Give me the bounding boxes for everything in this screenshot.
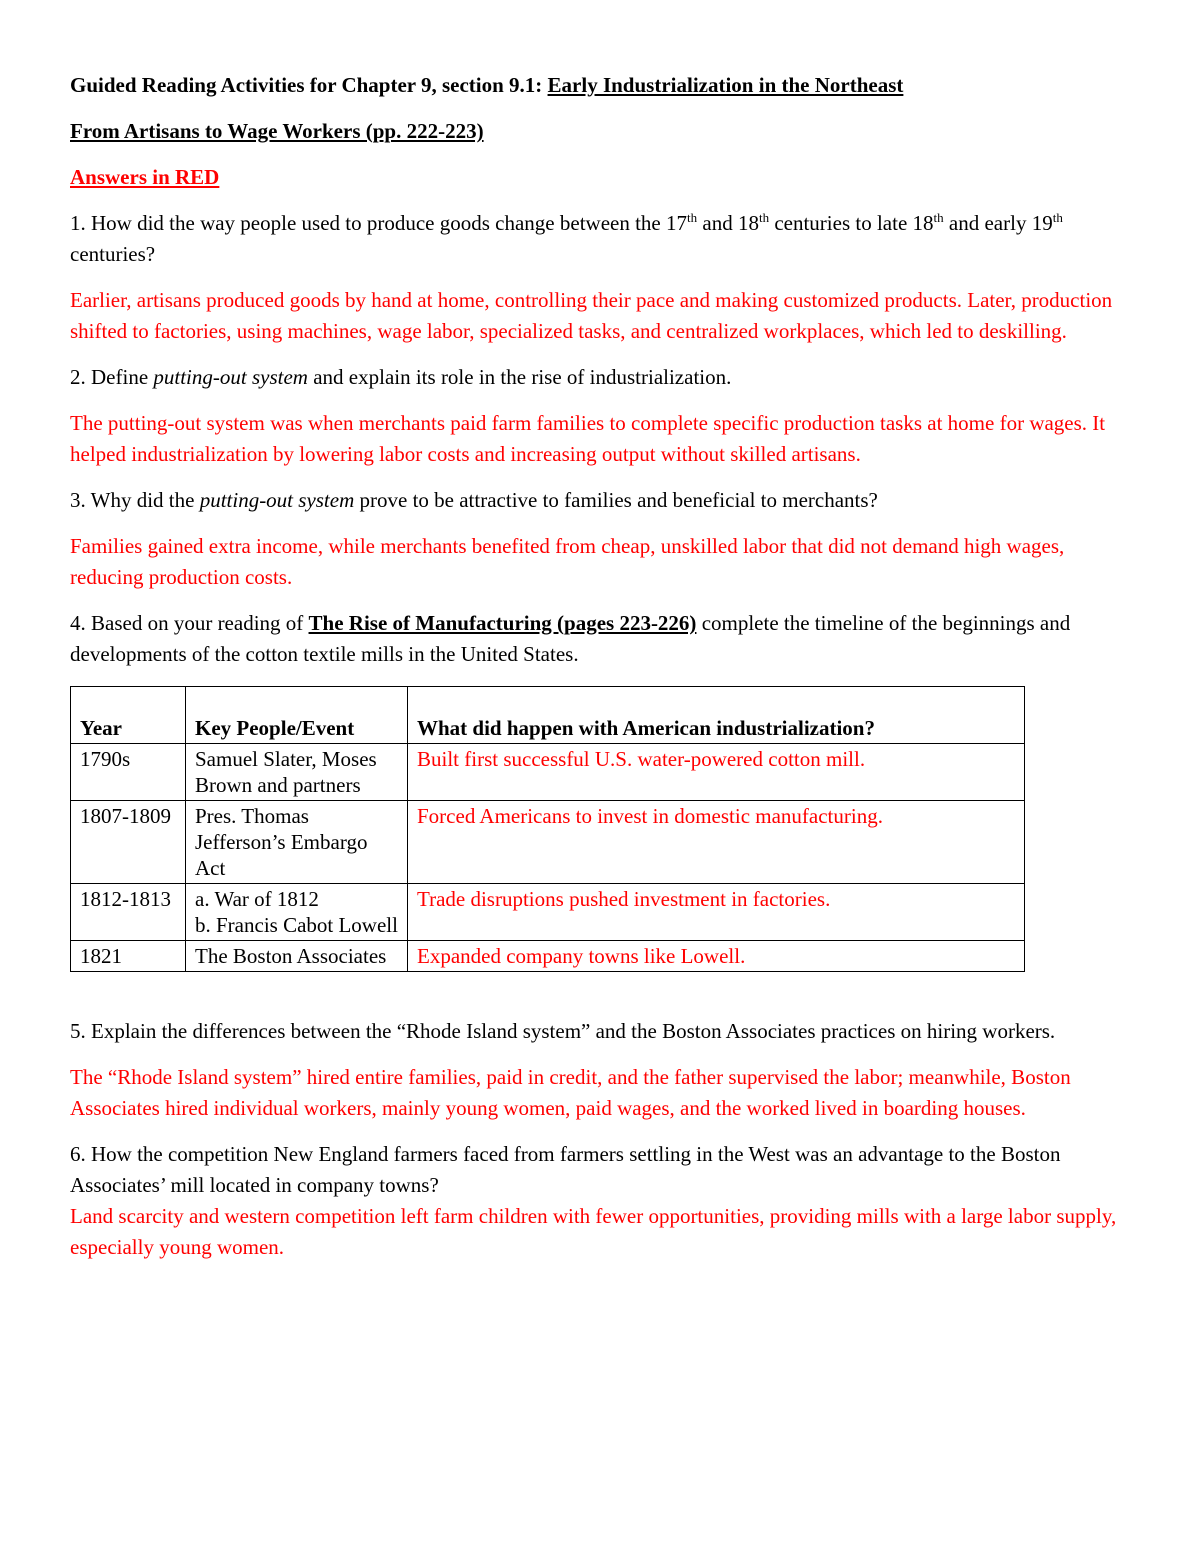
year-cell: 1807-1809 (71, 801, 186, 884)
answer-2: The putting-out system was when merchants paid farm families to complete specific production tasks at home for wages. It helped industrialization by lowering labor costs and increasing output without skilled artisans. (70, 411, 1106, 466)
timeline-table (70, 686, 1025, 972)
year-cell: 1812-1813 (71, 884, 186, 941)
answer-1: Earlier, artisans produced goods by hand at home, controlling their pace and making customized products. Later, production shifted to factories, using machines, wage labor, specialized tasks, and centralized workplaces, which led to deskilling. (70, 288, 1113, 343)
answer-5: The “Rhode Island system” hired entire families, paid in credit, and the father supervised the labor; meanwhile, Boston Associates hired individual workers, mainly young women, paid wages, and the worked lived in boarding houses. (70, 1065, 1071, 1120)
people-cell: The Boston Associates (186, 941, 408, 972)
answer-3: Families gained extra income, while merchants benefited from cheap, unskilled labor that did not demand high wages, reducing production costs. (70, 534, 1065, 589)
people-cell: Pres. Thomas Jefferson’s Embargo Act (186, 801, 408, 884)
answer-6: Land scarcity and western competition left farm children with fewer opportunities, providing mills with a large labor supply, especially young women. (70, 1204, 1117, 1259)
question-5: 5. Explain the differences between the “Rhode Island system” and the Boston Associates practices on hiring workers. (70, 1019, 1056, 1043)
section-name: Early Industrialization in the Northeast (547, 73, 904, 97)
people-cell: a. War of 1812 b. Francis Cabot Lowell (186, 884, 408, 941)
answers-note: Answers in RED (70, 165, 220, 189)
people-cell: Samuel Slater, Moses Brown and partners (186, 744, 408, 801)
question-6: 6. How the competition New England farmers faced from farmers settling in the West was an advantage to the Boston Associates’ mill located in company towns? (70, 1142, 1061, 1197)
year-cell: 1790s (71, 744, 186, 801)
header-what-happened: What did happen with American industrialization? (408, 687, 1025, 744)
worksheet-title: Guided Reading Activities for Chapter 9, section 9.1: Early Industrialization in the Northeast (70, 73, 904, 97)
question-2: 2. Define putting-out system and explain its role in the rise of industrialization. (70, 365, 732, 389)
header-key-people: Key People/Event (186, 687, 408, 744)
answer-cell: Expanded company towns like Lowell. (408, 941, 1025, 972)
table-row (71, 744, 1025, 801)
reading-reference: The Rise of Manufacturing (pages 223-226) (308, 611, 697, 635)
term-putting-out-system: putting-out system (153, 365, 308, 389)
table-row (71, 884, 1025, 941)
question-1: 1. How did the way people used to produce goods change between the 17th and 18th centuries to late 18th and early 19th centuries? (70, 210, 1063, 266)
worksheet-subtitle: From Artisans to Wage Workers (pp. 222-223) (70, 119, 484, 143)
answer-cell: Built first successful U.S. water-powered cotton mill. (408, 744, 1025, 801)
year-cell: 1821 (71, 941, 186, 972)
term-putting-out-system: putting-out system (199, 488, 355, 512)
header-year: Year (71, 687, 186, 744)
answer-cell: Trade disruptions pushed investment in factories. (408, 884, 1025, 941)
worksheet-page (70, 70, 1140, 1278)
table-row (71, 941, 1025, 972)
table-header-row (71, 687, 1025, 744)
question-4: 4. Based on your reading of The Rise of Manufacturing (pages 223-226) complete the timeline of the beginnings and developments of the cotton textile mills in the United States. (70, 611, 1071, 666)
answer-cell: Forced Americans to invest in domestic manufacturing. (408, 801, 1025, 884)
table-row (71, 801, 1025, 884)
question-3: 3. Why did the putting-out system prove to be attractive to families and beneficial to merchants? (70, 488, 878, 512)
